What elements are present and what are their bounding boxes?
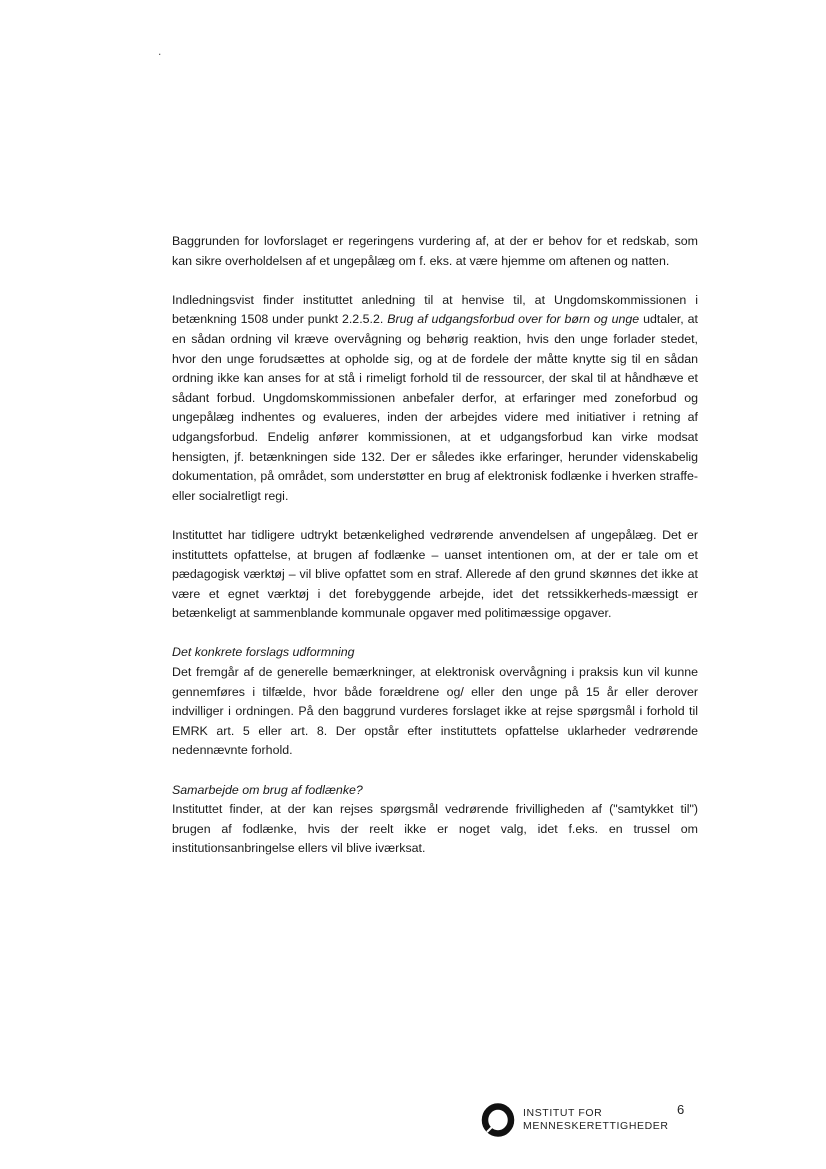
page-number: 6 bbox=[677, 1102, 685, 1117]
footer-logo bbox=[481, 1103, 669, 1137]
paragraph-concerns: Instituttet har tidligere udtrykt betænkelighed vedrørende anvendelsen af ungepålæg. Det er instituttets opfattelse, at brugen af fodlænke – uanset intentionen om, at der er tale om et pædagogisk værktøj – vil blive opfattet som en straf. Allerede af den grund skønnes det ikke at være et egnet værktøj i det forebyggende arbejde, idet det retssikkerheds-mæssigt er betænkeligt at sammenblande kommunale opgaver med politimæssige opgaver. bbox=[172, 527, 698, 621]
logo-wordmark bbox=[523, 1107, 669, 1133]
document-body bbox=[172, 232, 698, 879]
logo-line-1: INSTITUT FOR bbox=[523, 1107, 603, 1119]
section-heading-cooperation: Samarbejde om brug af fodlænke? bbox=[172, 782, 363, 797]
stray-mark: . bbox=[158, 44, 162, 58]
logo-line-2: MENNESKERETTIGHEDER bbox=[523, 1120, 669, 1132]
italic-reference-title: Brug af udgangsforbud over for børn og unge bbox=[387, 312, 640, 327]
institute-ring-logo-icon bbox=[481, 1103, 515, 1137]
paragraph-text-start: Indledningsvist finder instituttet anledning til at henvise til, at Ungdomskommissionen i betænkning 1508 under punkt 2.2.5.2. bbox=[172, 292, 698, 327]
paragraph-text-end: udtaler, at en sådan ordning vil kræve overvågning og behørig reaktion, hvis den unge forlader stedet, hvor den unge forudsættes at opholde sig, og at de fordele der måtte knytte sig til en sådan ordning ikke kan anses for at stå i rimeligt forhold til de ressourcer, der skal til at håndhæve et sådant forbud. Ungdomskommissionen anbefaler derfor, at erfaringer med zoneforbud og ungepålæg indhentes og evalueres, inden der arbejdes videre med initiativer i retning af udgangsforbud. Endelig anfører kommissionen, at et udgangsforbud kan virke modsat hensigten, jf. betænkningen side 132. Der er således ikke erfaringer, herunder videnskabelig dokumentation, på området, som understøtter en brug af elektronisk fodlænke i hverken straffe- eller socialretligt regi. bbox=[172, 312, 698, 503]
paragraph-background: Baggrunden for lovforslaget er regeringens vurdering af, at der er behov for et redskab, som kan sikre overholdelsen af et ungepålæg om f. eks. at være hjemme om aftenen og natten. bbox=[172, 234, 698, 268]
section-body-cooperation: Instituttet finder, at der kan rejses spørgsmål vedrørende frivilligheden af ("samtykket til") brugen af fodlænke, hvis der reelt ikke er noget valg, idet f.eks. en trussel om institutionsanbringelse ellers vil blive iværksat. bbox=[172, 802, 698, 856]
paragraph-youth-commission bbox=[172, 291, 698, 507]
section-body-proposal-design: Det fremgår af de generelle bemærkninger, at elektronisk overvågning i praksis kun vil kunne gennemføres i tilfælde, hvor både forældrene og/ eller den unge på 15 år eller derover indvilliger i ordningen. På den baggrund vurderes forslaget ikke at rejse spørgsmål i forhold til EMRK art. 5 eller art. 8. Der opstår efter instituttets opfattelse uklarheder vedrørende nedennævnte forhold. bbox=[172, 665, 698, 758]
section-heading-proposal-design: Det konkrete forslags udformning bbox=[172, 645, 355, 660]
